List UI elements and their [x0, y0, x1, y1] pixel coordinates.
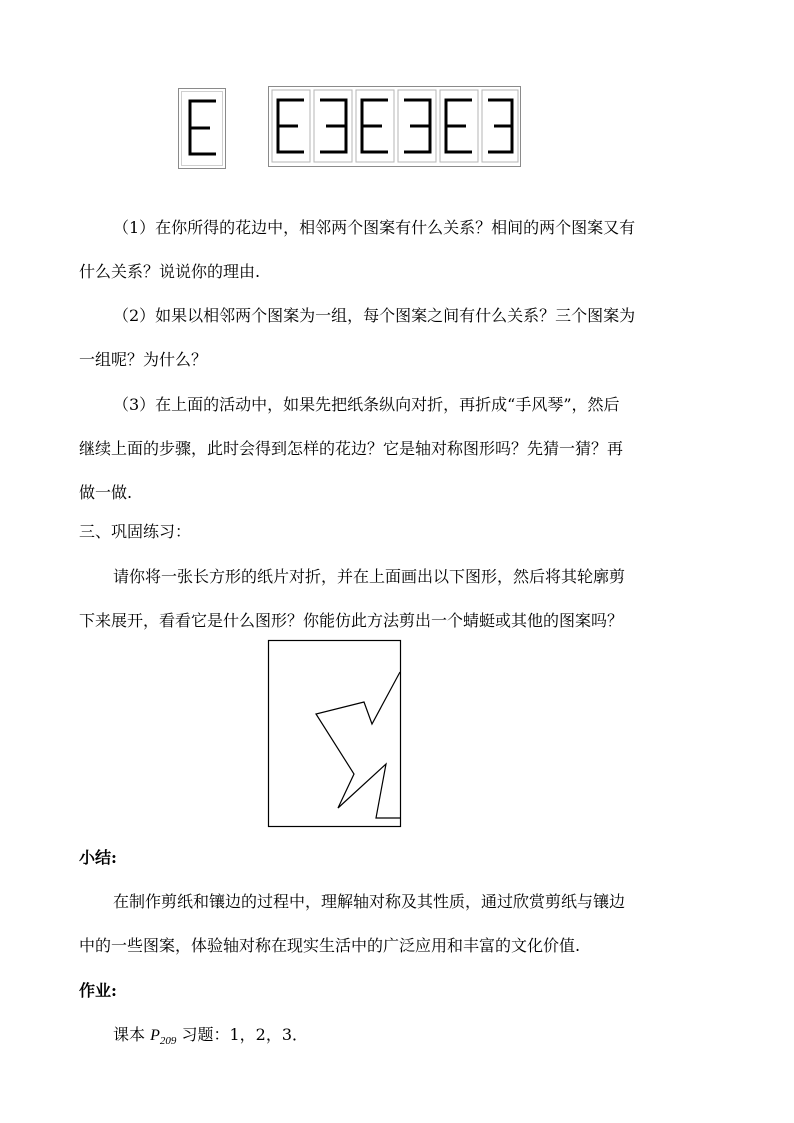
summary-line-1: 在制作剪纸和镶边的过程中，理解轴对称及其性质，通过欣赏剪纸与镶边: [113, 892, 626, 911]
border-strip-figure: [268, 86, 524, 172]
paper-rectangle: [269, 641, 401, 827]
summary-heading: 小结:: [79, 848, 117, 867]
strip-glyph-e-2: [356, 90, 394, 162]
strip-glyph-reversed-e-3: [482, 90, 518, 162]
question-1-line-1: （1）在你所得的花边中，相邻两个图案有什么关系？相间的两个图案又有: [113, 218, 636, 237]
homework-suffix: 习题：1，2，3．: [176, 1025, 309, 1044]
folded-paper-figure: [266, 638, 404, 830]
homework-page-number: 209: [159, 1035, 177, 1048]
question-1-line-2: 什么关系？说说你的理由.: [79, 262, 261, 281]
practice-text: [79, 555, 719, 643]
question-1: [79, 206, 719, 294]
question-2: [79, 294, 719, 382]
question-3: [79, 383, 719, 515]
question-2-line-1: （2）如果以相邻两个图案为一组，每个图案之间有什么关系？三个图案为: [113, 306, 636, 325]
strip-glyph-reversed-e-1: [314, 90, 352, 162]
practice-line-1: 请你将一张长方形的纸片对折，并在上面画出以下图形，然后将其轮廓剪: [113, 567, 626, 586]
summary-text: [79, 880, 719, 968]
question-3-line-3: 做一做.: [79, 483, 133, 502]
homework-prefix: 课本: [113, 1025, 151, 1044]
practice-line-2: 下来展开，看看它是什么图形？你能仿此方法剪出一个蜻蜓或其他的图案吗？: [79, 611, 624, 630]
homework-text: [113, 1023, 308, 1053]
cut-outline: [316, 672, 400, 818]
strip-glyph-e-1: [272, 90, 310, 162]
homework-heading: 作业:: [79, 981, 117, 1000]
question-3-line-1: （3）在上面的活动中，如果先把纸条纵向对折，再折成“手风琴”，然后: [113, 395, 620, 414]
question-3-line-2: 继续上面的步骤，此时会得到怎样的花边？它是轴对称图形吗？先猜一猜？再: [79, 439, 624, 458]
summary-line-2: 中的一些图案，体验轴对称在现实生活中的广泛应用和丰富的文化价值.: [79, 936, 581, 955]
question-2-line-2: 一组呢？为什么？: [79, 350, 208, 369]
strip-glyph-e-3: [440, 90, 478, 162]
strip-glyph-reversed-e-2: [398, 90, 436, 162]
homework-page-letter: P: [150, 1027, 160, 1044]
practice-heading: 三、巩固练习：: [79, 522, 192, 541]
single-e-figure: [178, 88, 228, 170]
